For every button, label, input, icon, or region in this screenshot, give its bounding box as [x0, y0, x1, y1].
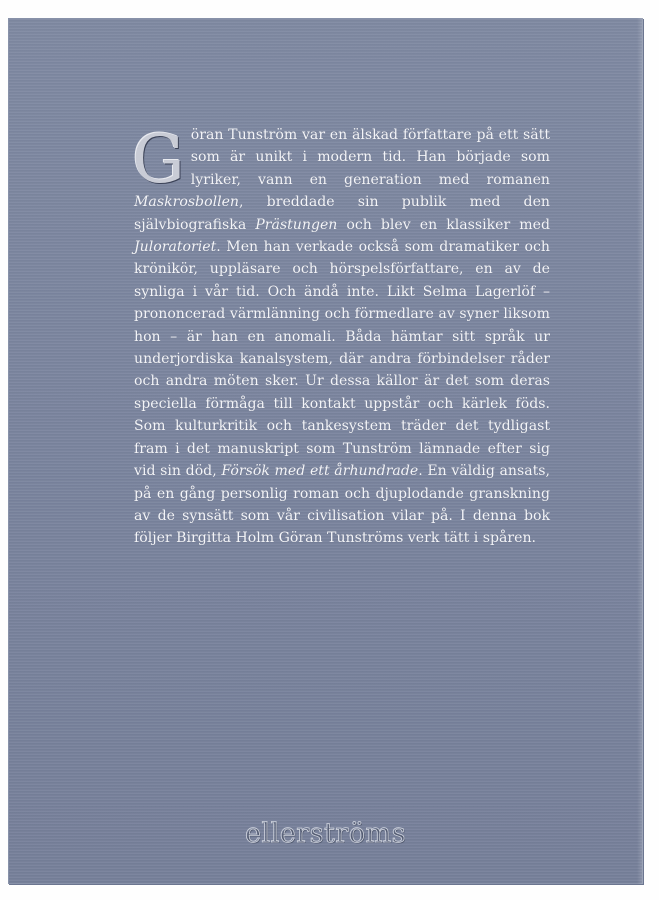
book-back-cover: [8, 18, 643, 884]
book-title-prastungen: Prästungen: [255, 216, 338, 233]
publisher-logo: ellerströms: [245, 818, 406, 849]
blurb-paragraph: [132, 121, 551, 550]
drop-cap: G: [132, 121, 185, 198]
book-title-maskrosbollen: Maskrosbollen: [134, 194, 240, 211]
blurb-segment-3: och blev en klassiker med: [337, 216, 550, 233]
blurb-segment-2: , breddade sin publik med den självbiografiska: [134, 194, 550, 233]
blurb-text: [132, 121, 551, 550]
blurb-segment-1: öran Tunström var en älskad författare på ett sätt som är unikt i modern tid. Han började som lyriker, vann en generation med romanen: [190, 127, 550, 188]
cover-edge-highlight: [637, 18, 643, 884]
book-title-juloratoriet: Juloratoriet: [134, 239, 217, 256]
blurb-segment-4: . Men han verkade också som dramatiker och krönikör, uppläsare och hörspelsförfattare, en av de synliga i vår tid. Och ändå inte. Likt Selma Lagerlöf – prononcerad värmlänning och förmedlare av syner liksom hon – är han en anomali. Båda hämtar sitt språk ur underjordiska kanalsystem, där andra förbindelser råder och andra möten sker. Ur dessa källor är det som deras speciella förmåga till kontakt uppstår och kärlek föds. Som kulturkritik och tankesystem träder det tydligast fram i det manuskript som Tunström lämnade efter sig vid sin död,: [134, 239, 550, 480]
blurb-segment-5: . En väldig ansats, på en gång personlig roman och djuplodande granskning av de synsätt som vår civilisation vilar på. I denna bok följer Birgitta Holm Göran Tunströms verk tätt i spåren.: [134, 463, 551, 547]
book-title-forsok: Försök med ett århundrade: [221, 463, 419, 480]
